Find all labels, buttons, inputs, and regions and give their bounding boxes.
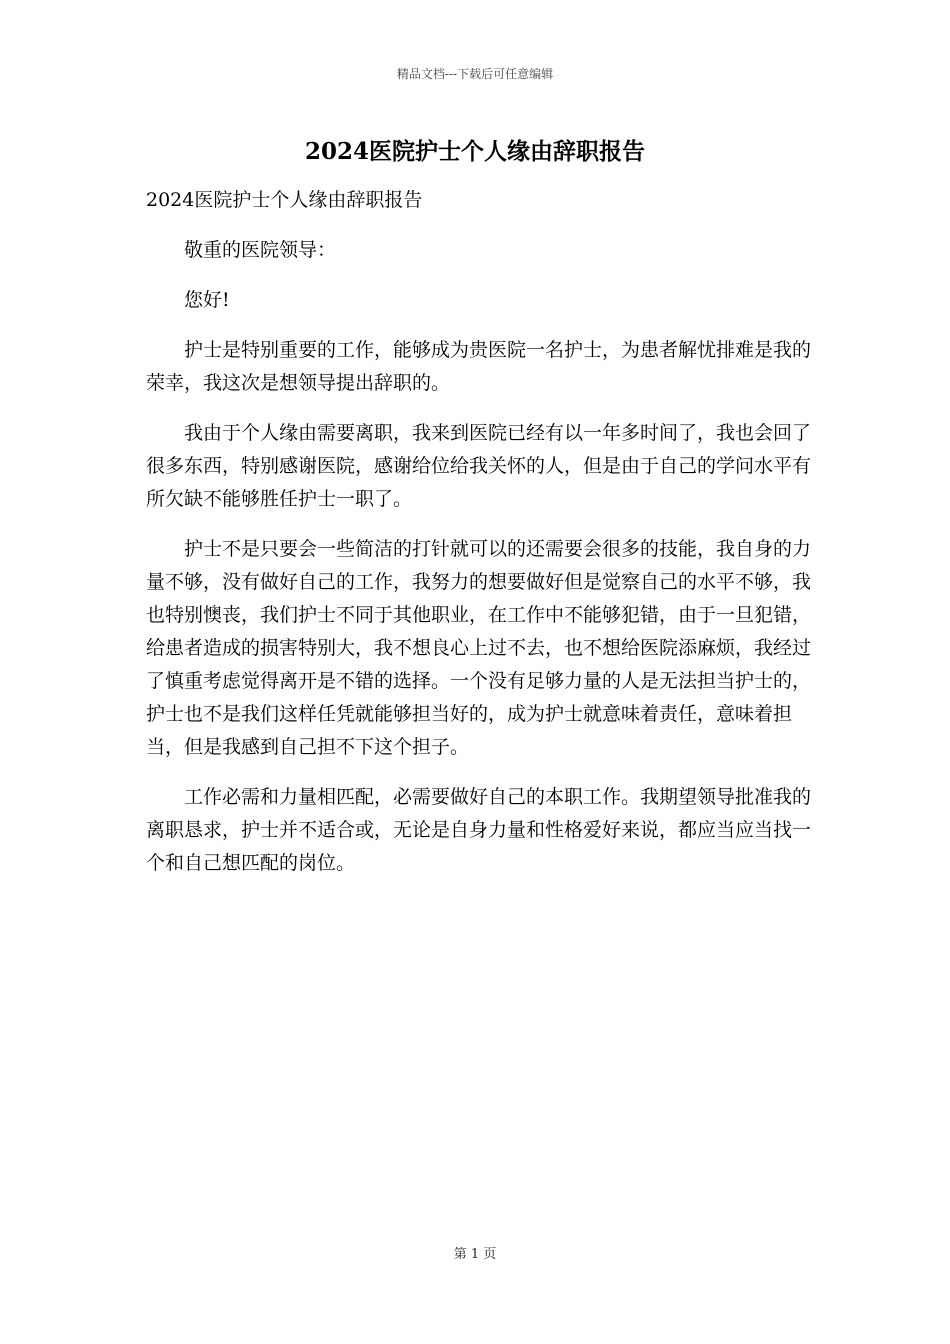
greeting: 您好! — [184, 289, 230, 311]
body-paragraph: 护士不是只要会一些简洁的打针就可以的还需要会很多的技能，我自身的力量不够，没有做好自己的工作，我努力的想要做好但是觉察自己的水平不够，我也特别懊丧，我们护士不同于其他职业，在工作中不能够犯错，由于一旦犯错，给患者造成的损害特别大，我不想良心上过不去，也不想给医院添麻烦，我经过了慎重考虑觉得离开是不错的选择。一个没有足够力量的人是无法担当护士的，护士也不是我们这样任凭就能够担当好的，成为护士就意味着责任，意味着担当，但是我感到自己担不下这个担子。 — [146, 538, 812, 758]
body-paragraph: 护士是特别重要的工作，能够成为贵医院一名护士，为患者解忧排难是我的荣幸，我这次是想领导提出辞职的。 — [146, 339, 812, 394]
body-paragraph: 工作必需和力量相匹配，必需要做好自己的本职工作。我期望领导批准我的离职恳求，护士并不适合或，无论是自身力量和性格爱好来说，都应当应当找一个和自己想匹配的岗位。 — [146, 786, 812, 874]
document-title: 2024医院护士个人缘由辞职报告 — [304, 138, 645, 165]
salutation: 敬重的医院领导： — [184, 239, 337, 261]
page-number: 第 1 页 — [453, 1247, 497, 1262]
document-body — [146, 184, 826, 897]
body-paragraph: 我由于个人缘由需要离职，我来到医院已经有以一年多时间了，我也会回了很多东西，特别感谢医院，感谢给位给我关怀的人，但是由于自己的学问水平有所欠缺不能够胜任护士一职了。 — [146, 422, 812, 510]
page-header: 精品文档---下载后可任意编辑 — [396, 67, 554, 81]
document-subtitle: 2024医院护士个人缘由辞职报告 — [146, 189, 423, 211]
